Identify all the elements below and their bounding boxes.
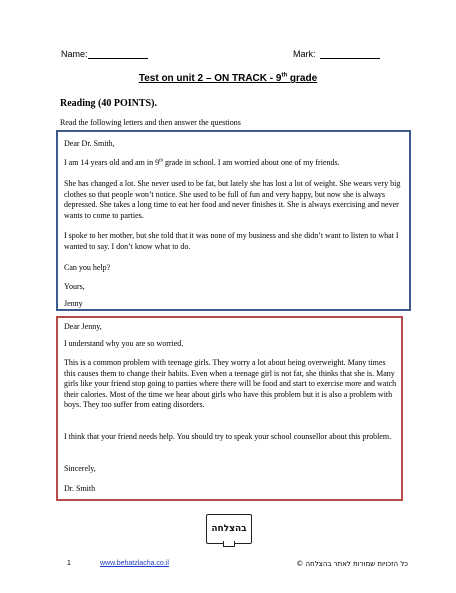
page-title bbox=[0, 73, 456, 84]
section-heading: Reading (40 POINTS). bbox=[60, 98, 157, 109]
instructions: Read the following letters and then answer the questions bbox=[60, 118, 241, 127]
name-label: Name: bbox=[61, 49, 88, 59]
letter-1-signature: Jenny bbox=[64, 299, 83, 308]
page-number: 1 bbox=[67, 560, 71, 567]
letter-2-paragraph-3: I think that your friend needs help. You should try to speak your school counsellor about this problem. bbox=[64, 432, 392, 441]
website-link[interactable]: www.behatzlacha.co.il bbox=[100, 560, 169, 567]
name-blank[interactable] bbox=[88, 49, 148, 59]
letter-1-paragraph-1: I am 14 years old and am in 9th grade in school. I am worried about one of my friends. bbox=[64, 158, 340, 167]
mark-field bbox=[293, 49, 380, 59]
letter-1-closing: Yours, bbox=[64, 282, 85, 291]
title-tail: grade bbox=[287, 73, 318, 85]
title-sup: th bbox=[281, 73, 288, 79]
letter-2-salutation: Dear Jenny, bbox=[64, 322, 102, 331]
copyright-notice: כל הזכויות שמורות לאתר בהצלחה © bbox=[296, 560, 408, 568]
mark-blank[interactable] bbox=[320, 49, 380, 59]
letter-1-salutation: Dear Dr. Smith, bbox=[64, 139, 115, 148]
letter-1-paragraph-3: I spoke to her mother, but she told that it was none of my business and she didn’t want to listen to what I wanted to say. I don’t know what to do. bbox=[64, 231, 399, 251]
letter-2-paragraph-1: I understand why you are so worried. bbox=[64, 339, 184, 348]
logo-notch bbox=[223, 541, 235, 547]
logo-text: בהצלחה bbox=[211, 524, 247, 534]
letter-1-box bbox=[56, 130, 411, 311]
letter-2-paragraph-2: This is a common problem with teenage girls. They worry a lot about being overweight. Many times this causes them to change their habits. Even when a teenage girl is not fat, she thinks that she is. Many girls like your friend stop going to parties where there will be food and start to exercise more and watch their calories. Most of the time we hear about girls who have this problem but it is also a problem with boys. They too suffer from eating disorders. bbox=[64, 358, 397, 410]
behatzlacha-logo bbox=[206, 514, 252, 544]
letter-2-box bbox=[56, 316, 403, 501]
letter-2-closing: Sincerely, bbox=[64, 464, 96, 473]
letter-1-question: Can you help? bbox=[64, 263, 111, 272]
title-main: Test on unit 2 – ON TRACK - 9 bbox=[138, 73, 282, 85]
letter-2-signature: Dr. Smith bbox=[64, 484, 96, 493]
letter-1-paragraph-2: She has changed a lot. She never used to be fat, but lately she has lost a lot of weight. She wears very big clothes so that people won’t notice. She used to be full of fun and very happy, but now she is always depressed. She takes a long time to eat her food and never finishes it. She is always exercising and never wants to come to parties. bbox=[64, 179, 401, 220]
mark-label: Mark: bbox=[293, 49, 316, 59]
name-field bbox=[61, 49, 148, 59]
